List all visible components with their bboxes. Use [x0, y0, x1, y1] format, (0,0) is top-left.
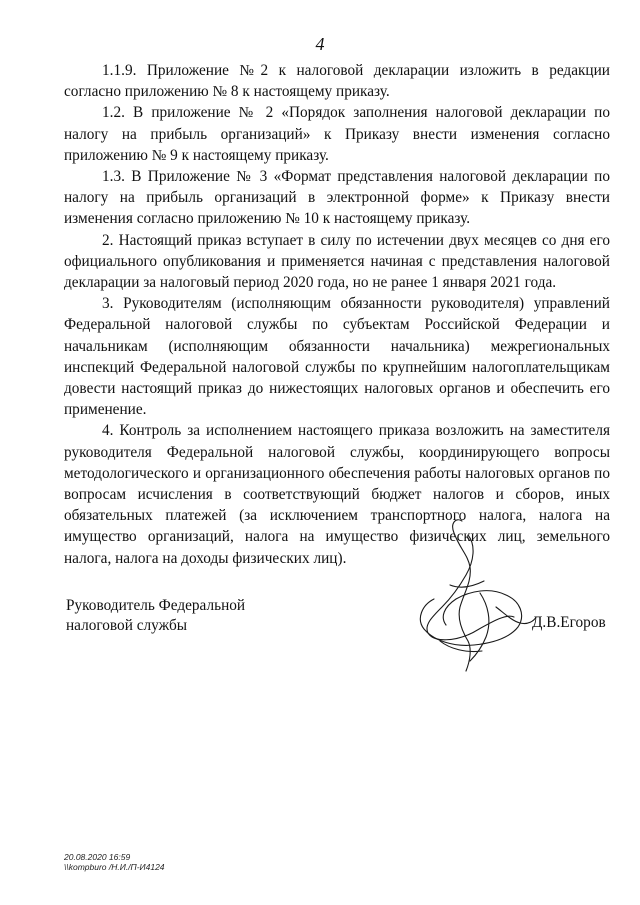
- page-number: 4: [315, 34, 325, 54]
- paragraph-1-1-9: 1.1.9. Приложение №2 к налоговой декларации изложить в редакции согласно приложению № 8 к настоящему приказу.: [64, 62, 610, 101]
- document-body: [64, 60, 610, 569]
- signatory-title-line-1: Руководитель Федеральной: [66, 597, 246, 614]
- signatory-name: Д.В.Егоров: [532, 614, 606, 631]
- paragraph-1-2: 1.2. В приложение № 2 «Порядок заполнения налоговой декларации по налогу на прибыль организаций» к Приказу внести изменения согласно приложению № 9 к настоящему приказу.: [64, 104, 610, 164]
- footer: [64, 852, 165, 872]
- paragraph-4: 4. Контроль за исполнением настоящего приказа возложить на заместителя руководителя Федеральной налоговой службы, координирующего вопросы методологического и организационного обеспечения работы налоговых органов по вопросам исчисления в соответствующий бюджет налогов и сборов, иных обязательных платежей (за исключением транспортного налога, налога на имущество организаций, налога на имущество физических лиц, земельного налога, налога на доходы физических лиц).: [64, 422, 610, 567]
- footer-timestamp: 20.08.2020 16:59: [64, 852, 131, 862]
- footer-code: \\kompburo /Н.И./П-И4124: [64, 862, 165, 872]
- signatory-title-line-2: налоговой службы: [66, 617, 188, 634]
- paragraph-2: 2. Настоящий приказ вступает в силу по истечении двух месяцев со дня его официального опубликования и применяется начиная с представления налоговой декларации за налоговый период 2020 года, но не ранее 1 января 2021 года.: [64, 231, 610, 292]
- signatory-title: [66, 596, 245, 636]
- handwritten-signature: [410, 515, 540, 675]
- paragraph-3: 3. Руководителям (исполняющим обязанности руководителя) управлений Федеральной налоговой службы по субъектам Российской Федерации и начальникам (исполняющим обязанности начальника) межрегиональных инспекций Федеральной налоговой службы по крупнейшим налогоплательщикам довести настоящий приказ до нижестоящих налоговых органов и обеспечить его применение.: [64, 295, 610, 419]
- paragraph-1-3: 1.3. В Приложение № 3 «Формат представления налоговой декларации по налогу на прибыль организаций в электронной форме» к Приказу внести изменения согласно приложению № 10 к настоящему приказу.: [64, 168, 610, 228]
